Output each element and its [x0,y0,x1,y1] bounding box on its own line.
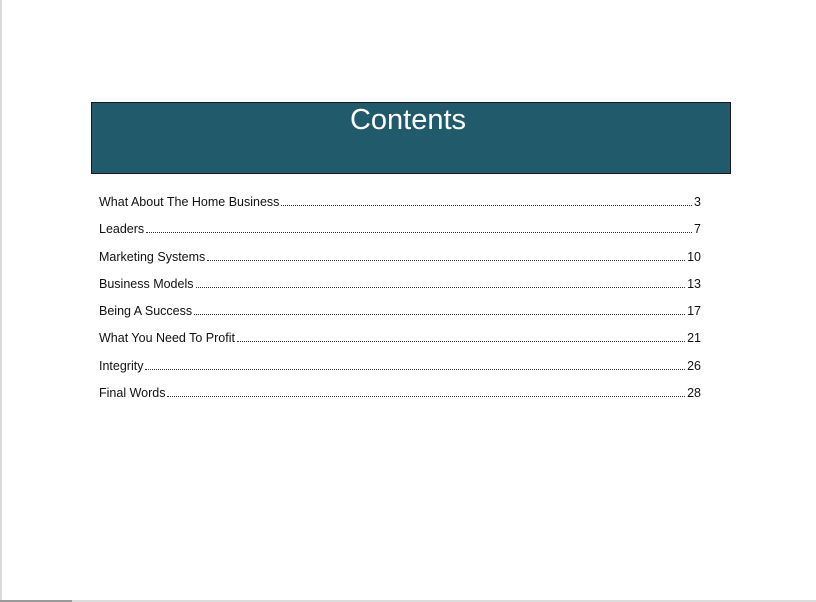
toc-entry-label: Marketing Systems [99,249,206,264]
toc-dot-leader [207,259,685,261]
toc-entry[interactable] [99,356,701,383]
toc-entry-label: Integrity [99,358,144,373]
toc-dot-leader [167,395,685,397]
toc-page-number: 21 [687,331,701,346]
toc-entry-label: What About The Home Business [99,195,280,209]
toc-entry[interactable] [99,383,701,410]
toc-entry-label: Business Models [99,276,194,291]
toc-entry[interactable] [99,328,701,355]
toc-entry-label: What You Need To Profit [99,331,235,346]
toc-page-number: 3 [694,195,701,209]
toc-dot-leader [194,313,685,315]
toc-page-number: 26 [687,358,701,373]
toc-page-number: 7 [694,222,701,237]
toc-dot-leader [237,340,685,342]
toc-page-number: 10 [687,249,701,264]
toc-dot-leader [146,231,692,233]
toc-dot-leader [281,204,692,206]
toc-entry[interactable] [99,219,701,246]
toc-entry-label: Leaders [99,222,145,237]
table-of-contents [99,192,701,410]
toc-page-number: 17 [687,304,701,319]
contents-title: Contents [349,104,467,136]
toc-entry[interactable] [99,274,701,301]
toc-dot-leader [145,368,685,370]
toc-entry[interactable] [99,301,701,328]
toc-page-number: 28 [687,386,701,401]
page-left-edge [0,0,2,602]
toc-entry[interactable] [99,192,701,219]
toc-entry-label: Being A Success [99,304,193,319]
toc-dot-leader [196,286,686,288]
toc-page-number: 13 [687,276,701,291]
toc-entry[interactable] [99,247,701,274]
toc-entry-label: Final Words [99,386,166,401]
